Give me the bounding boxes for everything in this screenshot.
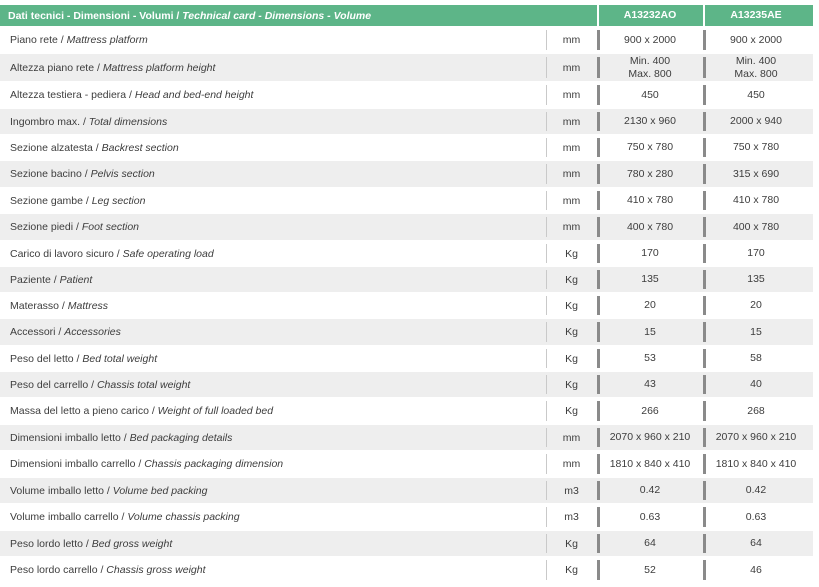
value-text: Min. 400 Max. 800 <box>628 54 672 80</box>
table-row <box>0 531 813 556</box>
row-label-en: Volume bed packing <box>112 484 208 497</box>
value-text: 2000 x 940 <box>730 115 782 127</box>
value-divider <box>597 401 600 421</box>
row-label-en: Bed total weight <box>82 352 158 365</box>
unit-divider <box>546 349 547 368</box>
header-col-2 <box>703 5 809 26</box>
row-value-model-1 <box>597 54 703 81</box>
row-unit <box>546 241 597 266</box>
value-divider <box>703 534 706 553</box>
value-divider <box>597 481 600 500</box>
row-unit <box>546 27 597 53</box>
row-label <box>0 432 546 444</box>
value-divider <box>597 164 600 184</box>
value-divider <box>597 217 600 237</box>
row-label-it: Massa del letto a pieno carico / <box>10 405 158 417</box>
table-row <box>0 504 813 530</box>
value-text: 170 <box>747 247 765 259</box>
row-label-en: Total dimensions <box>88 115 168 128</box>
value-text: 43 <box>644 378 656 390</box>
value-text: 268 <box>747 404 765 417</box>
row-label-it: Altezza piano rete / <box>10 61 103 74</box>
value-text: 2070 x 960 x 210 <box>715 431 797 443</box>
value-text: 1810 x 840 x 410 <box>609 457 691 470</box>
row-unit <box>546 557 597 583</box>
unit-divider <box>546 191 547 210</box>
unit-text: m3 <box>564 484 579 497</box>
value-divider <box>597 349 600 368</box>
row-unit <box>546 372 597 397</box>
value-text: 400 x 780 <box>732 220 780 233</box>
row-value-model-1 <box>597 188 703 213</box>
unit-text: mm <box>562 115 581 128</box>
value-divider <box>597 30 600 50</box>
value-divider <box>703 217 706 237</box>
value-divider <box>597 296 600 315</box>
unit-divider <box>546 428 547 447</box>
row-label <box>0 248 546 260</box>
table-row <box>0 557 813 583</box>
row-value-model-1 <box>597 109 703 134</box>
value-divider <box>703 85 706 105</box>
row-unit <box>546 451 597 477</box>
value-divider <box>703 244 706 263</box>
row-label-it: Sezione gambe / <box>10 194 92 207</box>
row-unit <box>546 135 597 160</box>
table-row <box>0 82 813 108</box>
row-unit <box>546 188 597 213</box>
row-value-model-2 <box>703 161 809 187</box>
table-row <box>0 372 813 397</box>
row-unit <box>546 54 597 81</box>
row-label-en: Mattress platform height <box>102 61 216 74</box>
value-text: 64 <box>750 537 762 549</box>
unit-text: Kg <box>565 378 578 391</box>
row-value-model-1 <box>597 398 703 424</box>
row-unit <box>546 319 597 345</box>
row-unit <box>546 346 597 371</box>
table-row <box>0 109 813 134</box>
row-unit <box>546 398 597 424</box>
row-value-model-2 <box>703 135 809 160</box>
table-row <box>0 267 813 292</box>
row-label <box>0 168 546 180</box>
header-model-2: A13235AE <box>730 9 782 21</box>
value-text: 900 x 2000 <box>624 33 676 46</box>
value-text: 20 <box>750 299 762 311</box>
row-label <box>0 564 546 576</box>
value-text: Min. 400 Max. 800 <box>734 54 778 80</box>
unit-divider <box>546 375 547 394</box>
row-label-en: Patient <box>59 273 93 286</box>
table-row <box>0 241 813 266</box>
row-label-en: Bed gross weight <box>91 537 173 550</box>
row-value-model-2 <box>703 451 809 477</box>
value-divider <box>703 270 706 289</box>
unit-text: Kg <box>565 537 578 550</box>
row-unit <box>546 214 597 240</box>
row-label-it: Materasso / <box>10 299 68 312</box>
row-label-en: Chassis packaging dimension <box>144 458 284 470</box>
unit-text: Kg <box>565 273 578 286</box>
value-text: 170 <box>641 247 659 259</box>
row-value-model-1 <box>597 504 703 530</box>
row-label <box>0 62 546 74</box>
row-label-it: Sezione bacino / <box>10 168 91 180</box>
unit-text: mm <box>562 89 581 101</box>
table-row <box>0 478 813 503</box>
value-divider <box>597 57 600 78</box>
table-row <box>0 451 813 477</box>
unit-divider <box>546 164 547 184</box>
row-value-model-1 <box>597 451 703 477</box>
row-value-model-1 <box>597 241 703 266</box>
row-value-model-2 <box>703 504 809 530</box>
row-value-model-2 <box>703 425 809 450</box>
table-row <box>0 398 813 424</box>
table-row <box>0 135 813 160</box>
row-value-model-1 <box>597 425 703 450</box>
row-label-it: Sezione piedi / <box>10 221 82 233</box>
value-divider <box>703 507 706 527</box>
row-label <box>0 116 546 128</box>
row-label-en: Chassis total weight <box>96 378 191 391</box>
row-label <box>0 221 546 233</box>
value-text: 64 <box>644 537 656 549</box>
value-divider <box>597 534 600 553</box>
row-label-it: Ingombro max. / <box>10 115 89 128</box>
row-label-en: Chassis gross weight <box>106 564 206 576</box>
unit-text: Kg <box>565 352 578 365</box>
header-col-1 <box>597 5 703 26</box>
table-row <box>0 214 813 240</box>
table-row <box>0 161 813 187</box>
row-label-it: Volume imballo letto / <box>10 484 113 497</box>
unit-text: mm <box>562 194 581 207</box>
row-value-model-2 <box>703 398 809 424</box>
row-value-model-2 <box>703 267 809 292</box>
row-unit <box>546 267 597 292</box>
value-text: 410 x 780 <box>732 194 780 206</box>
row-label <box>0 142 546 154</box>
row-value-model-1 <box>597 478 703 503</box>
table-header <box>0 5 813 26</box>
value-divider <box>703 296 706 315</box>
value-divider <box>703 375 706 394</box>
value-divider <box>703 560 706 580</box>
row-unit <box>546 531 597 556</box>
value-text: 315 x 690 <box>732 167 780 180</box>
header-divider <box>597 5 599 26</box>
row-unit <box>546 425 597 450</box>
row-label <box>0 458 546 470</box>
value-divider <box>703 428 706 447</box>
table-row <box>0 293 813 318</box>
row-label <box>0 538 546 550</box>
row-label <box>0 353 546 365</box>
row-label <box>0 326 546 338</box>
row-value-model-1 <box>597 27 703 53</box>
row-unit <box>546 82 597 108</box>
row-label-en: Volume chassis packing <box>127 511 240 523</box>
value-text: 750 x 780 <box>626 141 674 153</box>
unit-divider <box>546 85 547 105</box>
row-value-model-1 <box>597 319 703 345</box>
value-text: 135 <box>641 273 659 285</box>
row-label-it: Peso lordo letto / <box>10 537 92 550</box>
row-unit <box>546 109 597 134</box>
unit-text: mm <box>562 34 581 46</box>
table-row <box>0 54 813 81</box>
value-divider <box>703 164 706 184</box>
row-label-it: Dimensioni imballo carrello / <box>10 458 145 470</box>
row-value-model-2 <box>703 214 809 240</box>
unit-divider <box>546 322 547 342</box>
row-label-it: Peso del letto / <box>10 352 83 365</box>
row-value-model-1 <box>597 135 703 160</box>
row-value-model-1 <box>597 82 703 108</box>
unit-divider <box>546 534 547 553</box>
row-value-model-2 <box>703 293 809 318</box>
row-label <box>0 485 546 497</box>
value-text: 450 <box>747 88 765 101</box>
row-value-model-2 <box>703 531 809 556</box>
value-divider <box>703 454 706 474</box>
value-text: 135 <box>747 273 765 285</box>
row-label-en: Accessories <box>64 326 121 338</box>
value-text: 40 <box>750 378 762 390</box>
row-label-en: Bed packaging details <box>129 431 233 444</box>
row-unit <box>546 293 597 318</box>
row-label-en: Foot section <box>81 221 140 233</box>
header-title-it: Dati tecnici - Dimensioni - Volumi / <box>8 9 183 22</box>
row-value-model-1 <box>597 531 703 556</box>
row-value-model-2 <box>703 109 809 134</box>
value-divider <box>597 454 600 474</box>
value-divider <box>597 560 600 580</box>
row-label <box>0 511 546 523</box>
value-divider <box>597 428 600 447</box>
value-text: 900 x 2000 <box>730 33 782 46</box>
unit-divider <box>546 270 547 289</box>
row-label-en: Mattress platform <box>66 34 148 46</box>
unit-divider <box>546 401 547 421</box>
unit-divider <box>546 30 547 50</box>
value-divider <box>703 401 706 421</box>
row-value-model-1 <box>597 161 703 187</box>
value-text: 450 <box>641 88 659 101</box>
value-text: 15 <box>750 325 762 338</box>
header-title-en: Technical card - Dimensions - Volume <box>182 9 372 22</box>
value-text: 0.42 <box>639 484 661 496</box>
value-divider <box>597 191 600 210</box>
row-label-en: Head and bed-end height <box>134 89 254 101</box>
row-label <box>0 274 546 286</box>
unit-text: Kg <box>565 247 578 260</box>
value-divider <box>703 349 706 368</box>
value-divider <box>597 322 600 342</box>
table-row <box>0 319 813 345</box>
row-label-it: Volume imballo carrello / <box>10 511 128 523</box>
row-label <box>0 34 546 46</box>
row-value-model-2 <box>703 557 809 583</box>
row-label <box>0 379 546 391</box>
row-label-en: Mattress <box>67 299 109 312</box>
row-value-model-2 <box>703 241 809 266</box>
value-text: 0.63 <box>745 510 767 523</box>
row-label-it: Altezza testiera - pediera / <box>10 89 135 101</box>
row-label-en: Weight of full loaded bed <box>157 405 274 417</box>
value-text: 52 <box>644 563 656 576</box>
value-text: 20 <box>644 299 656 311</box>
unit-text: mm <box>562 61 581 74</box>
value-text: 400 x 780 <box>626 220 674 233</box>
value-text: 0.63 <box>639 510 661 523</box>
row-value-model-2 <box>703 319 809 345</box>
row-label-it: Sezione alzatesta / <box>10 141 102 154</box>
unit-text: Kg <box>565 326 578 338</box>
unit-text: mm <box>562 431 581 444</box>
value-text: 266 <box>641 404 659 417</box>
value-divider <box>703 57 706 78</box>
value-text: 53 <box>644 352 656 364</box>
header-model-1: A13232AO <box>623 9 677 21</box>
row-value-model-2 <box>703 346 809 371</box>
value-divider <box>703 112 706 131</box>
row-value-model-2 <box>703 188 809 213</box>
row-value-model-1 <box>597 293 703 318</box>
row-value-model-1 <box>597 214 703 240</box>
value-text: 780 x 280 <box>626 167 674 180</box>
row-value-model-2 <box>703 54 809 81</box>
row-value-model-2 <box>703 82 809 108</box>
row-value-model-1 <box>597 557 703 583</box>
unit-divider <box>546 507 547 527</box>
unit-text: m3 <box>564 511 579 523</box>
row-label-it: Accessori / <box>10 326 65 338</box>
row-value-model-2 <box>703 27 809 53</box>
value-text: 1810 x 840 x 410 <box>715 457 797 470</box>
value-divider <box>597 138 600 157</box>
row-label <box>0 300 546 312</box>
value-divider <box>597 507 600 527</box>
unit-divider <box>546 112 547 131</box>
value-divider <box>703 191 706 210</box>
unit-divider <box>546 57 547 78</box>
row-label-en: Pelvis section <box>90 168 155 180</box>
unit-text: Kg <box>565 299 578 312</box>
value-divider <box>703 30 706 50</box>
value-text: 58 <box>750 352 762 364</box>
row-value-model-2 <box>703 372 809 397</box>
unit-divider <box>546 138 547 157</box>
row-value-model-1 <box>597 346 703 371</box>
row-label <box>0 195 546 207</box>
row-unit <box>546 478 597 503</box>
unit-divider <box>546 560 547 580</box>
value-text: 15 <box>644 325 656 338</box>
unit-text: mm <box>562 141 581 154</box>
value-divider <box>703 138 706 157</box>
row-label-en: Safe operating load <box>122 247 214 260</box>
row-unit <box>546 161 597 187</box>
value-text: 2070 x 960 x 210 <box>609 431 691 443</box>
value-divider <box>703 322 706 342</box>
unit-text: mm <box>562 221 581 233</box>
row-label-it: Peso del carrello / <box>10 378 97 391</box>
table-row <box>0 27 813 53</box>
header-unit-cell <box>546 5 597 26</box>
row-label-it: Peso lordo carrello / <box>10 564 107 576</box>
row-label <box>0 405 546 417</box>
value-text: 2130 x 960 <box>624 115 676 127</box>
row-value-model-2 <box>703 478 809 503</box>
unit-divider <box>546 481 547 500</box>
row-unit <box>546 504 597 530</box>
unit-divider <box>546 296 547 315</box>
value-divider <box>597 85 600 105</box>
row-label-en: Leg section <box>91 194 146 207</box>
row-label-it: Paziente / <box>10 273 60 286</box>
value-divider <box>703 481 706 500</box>
unit-text: Kg <box>565 564 578 576</box>
row-label-it: Carico di lavoro sicuro / <box>10 247 123 260</box>
unit-text: mm <box>562 168 581 180</box>
row-value-model-1 <box>597 372 703 397</box>
row-label <box>0 89 546 101</box>
header-divider <box>703 5 705 26</box>
value-divider <box>597 112 600 131</box>
table-row <box>0 188 813 213</box>
value-text: 750 x 780 <box>732 141 780 153</box>
value-text: 0.42 <box>745 484 767 496</box>
value-divider <box>597 375 600 394</box>
unit-divider <box>546 217 547 237</box>
table-row <box>0 425 813 450</box>
value-text: 410 x 780 <box>626 194 674 206</box>
unit-divider <box>546 244 547 263</box>
row-value-model-1 <box>597 267 703 292</box>
row-label-it: Piano rete / <box>10 34 67 46</box>
value-divider <box>597 244 600 263</box>
value-text: 46 <box>750 563 762 576</box>
row-label-it: Dimensioni imballo letto / <box>10 431 130 444</box>
unit-divider <box>546 454 547 474</box>
unit-text: Kg <box>565 405 578 417</box>
unit-text: mm <box>562 458 581 470</box>
header-title <box>0 10 546 22</box>
row-label-en: Backrest section <box>101 141 179 154</box>
table-row <box>0 346 813 371</box>
value-divider <box>597 270 600 289</box>
